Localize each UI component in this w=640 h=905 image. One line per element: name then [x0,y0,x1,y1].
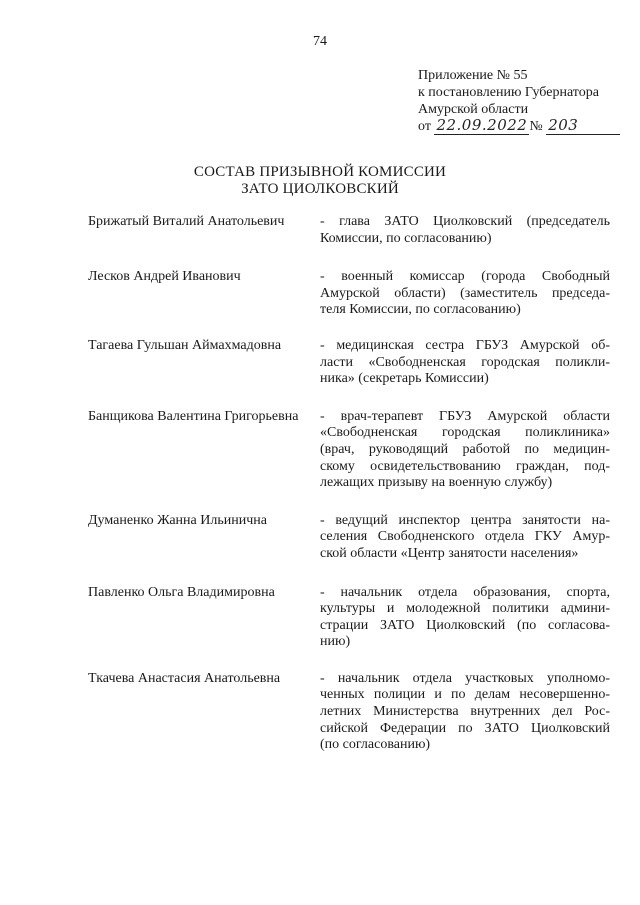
member-role-line: - глава ЗАТО Циолковский (председатель [320,214,610,229]
document-title [0,164,640,198]
member-role-line: теля Комиссии, по согласованию) [320,302,521,318]
member-row [88,269,610,319]
member-role-line: культуры и молодежной политики админи- [320,601,610,617]
member-name: Лесков Андрей Иванович [88,269,241,285]
member-row [88,671,610,754]
member-role-line: - медицинская сестра ГБУЗ Амурской об- [320,337,610,353]
member-role-line: ской области «Центр занятости населения» [320,545,579,561]
member-role-line: скому освидетельствованию граждан, под- [320,458,610,474]
member-role-line: (по согласованию) [320,737,431,753]
handwritten-number: 203 [548,116,579,134]
member-role [320,409,610,492]
member-role-line: - начальник отдела участковых уполномо- [320,670,610,686]
title-line-1: СОСТАВ ПРИЗЫВНОЙ КОМИССИИ [193,164,447,180]
appendix-line-3: Амурской области [418,102,529,117]
date-prefix: от [418,119,431,134]
member-role [320,338,610,388]
page-number: 74 [313,34,327,49]
member-row [88,585,610,651]
member-role-line: летних Министерства внутренних дел Рос- [320,704,610,720]
member-name: Тагаева Гульшан Аймахмадовна [88,337,282,353]
member-role-line: лежащих призыву на военную службу) [320,475,553,491]
member-role [320,585,610,651]
members-list [88,214,610,754]
title-line-2: ЗАТО ЦИОЛКОВСКИЙ [241,181,399,197]
appendix-line-1: Приложение № 55 [418,68,528,83]
number-field [546,118,620,135]
member-role-line: селения Свободненского отдела ГКУ Амур- [320,529,610,545]
member-name: Ткачева Анастасия Анатольевна [88,670,281,686]
appendix-line-2: к постановлению Губернатора [418,85,599,100]
member-role-line: ласти «Свободненская городская поликли- [320,354,610,370]
member-name: Банщикова Валентина Григорьевна [88,408,299,424]
appendix-block [418,67,618,135]
member-role-line: - военный комиссар (города Свободный [320,269,610,285]
number-prefix: № [529,119,543,134]
member-role-line: нию) [320,634,351,650]
member-row [88,513,610,563]
member-role [320,671,610,754]
member-role-line: сийской Федерации по ЗАТО Циолковский [320,720,610,736]
member-role [320,269,610,319]
member-role [320,513,610,563]
member-role [320,214,610,247]
member-row [88,214,610,247]
appendix-date-line [418,118,618,135]
member-role-line: ченных полиции и по делам несовершенно- [320,687,610,703]
member-role-line: Комиссии, по согласованию) [320,230,492,246]
member-name: Брижатый Виталий Анатольевич [88,214,285,229]
member-row [88,338,610,388]
member-role-line: - ведущий инспектор центра занятости на- [320,512,610,528]
member-role-line: - начальник отдела образования, спорта, [320,584,610,600]
member-role-line: Амурской области) (заместитель председа- [320,285,610,301]
member-role-line: страции ЗАТО Циолковский (по согласова- [320,617,610,633]
member-role-line: «Свободненская городская поликлиника» [320,425,610,441]
member-name: Павленко Ольга Владимировна [88,584,275,600]
member-name: Думаненко Жанна Ильинична [88,512,267,528]
handwritten-date: 22.09.2022 [436,116,528,134]
member-row [88,409,610,492]
member-role-line: ника» (секретарь Комиссии) [320,371,489,387]
date-field [434,118,529,135]
member-role-line: - врач-терапевт ГБУЗ Амурской области [320,408,610,424]
member-role-line: (врач, руководящий работой по медицин- [320,441,610,457]
